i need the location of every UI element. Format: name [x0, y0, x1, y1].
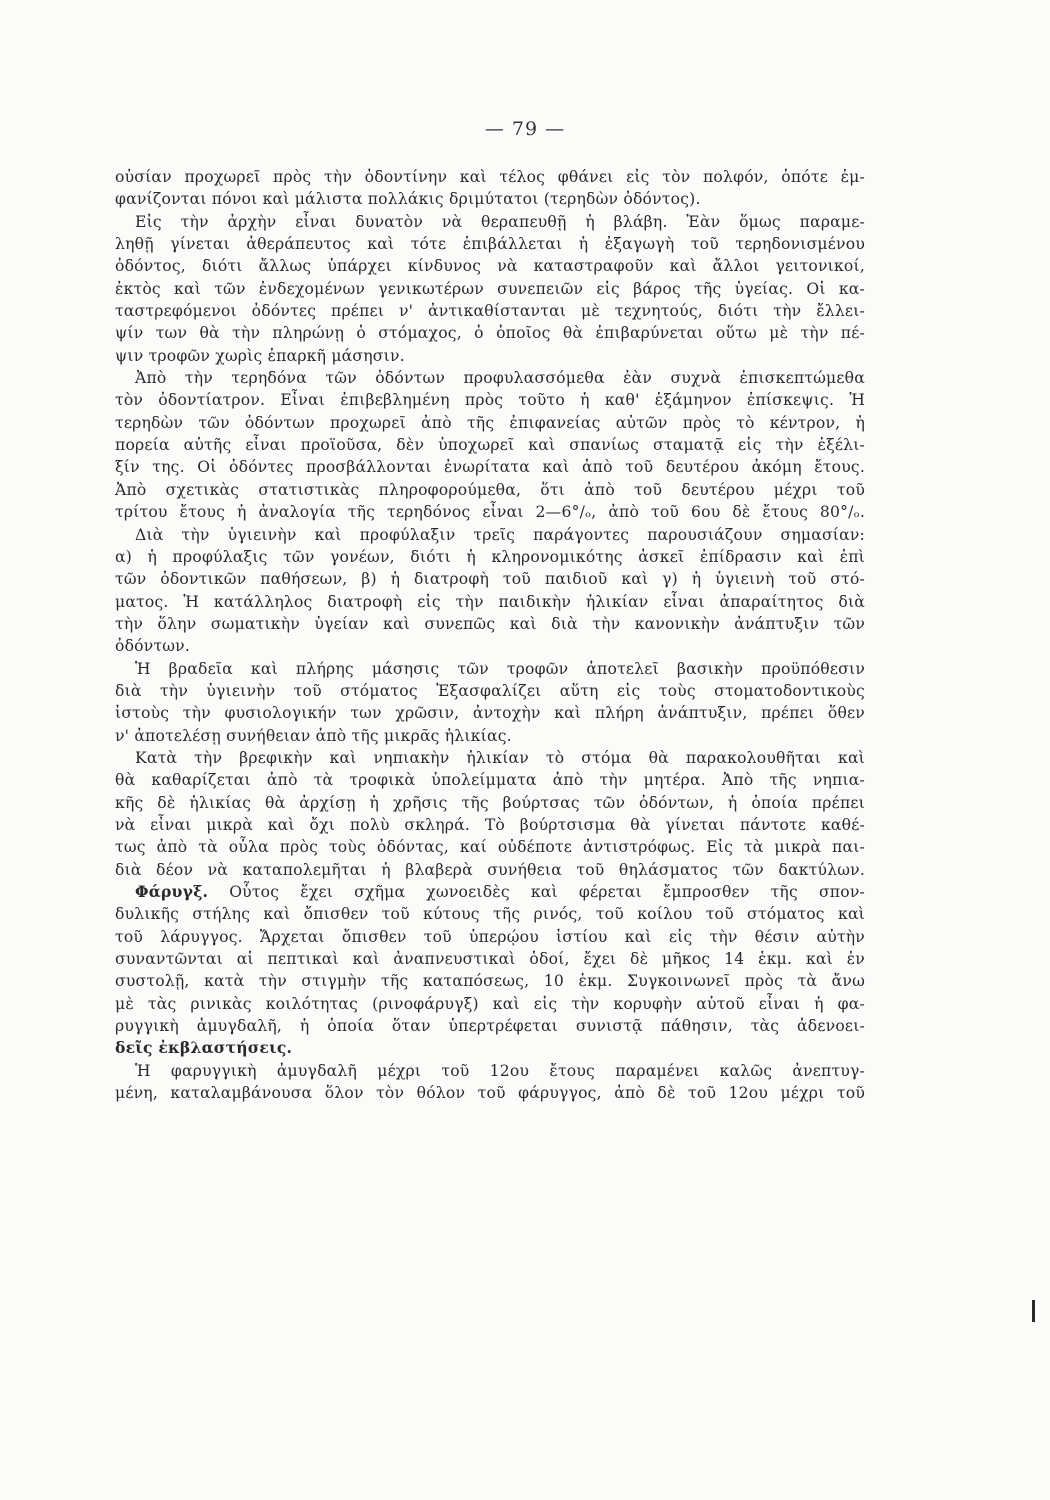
- margin-mark: [1032, 1300, 1035, 1322]
- text-line: ν' ἀποτελέσῃ συνήθειαν ἀπὸ τῆς μικρᾶς ἡλικίας.: [115, 726, 512, 745]
- text-line: α) ἡ προφύλαξις τῶν γονέων, διότι ἡ κληρονομικότης ἀσκεῖ ἐπίδρασιν καὶ ἐπὶ: [115, 547, 865, 566]
- text-line: Εἰς τὴν ἀρχὴν εἶναι δυνατὸν νὰ θεραπευθῇ ἡ βλάβη. Ἐὰν ὅμως παραμε-: [135, 212, 865, 231]
- text-line: ἱστοὺς τὴν φυσιολογικήν των χρῶσιν, ἀντοχὴν καὶ πλήρη ἀνάπτυξιν, πρέπει ὅθεν: [115, 704, 865, 723]
- text-line: συναντῶνται αἱ πεπτικαὶ καὶ ἀναπνευστικαὶ ὁδοί, ἔχει δὲ μῆκος 14 ἑκμ. καὶ ἐν: [115, 950, 865, 969]
- text-line: ληθῇ γίνεται ἀθεράπευτος καὶ τότε ἐπιβάλλεται ἡ ἐξαγωγὴ τοῦ τερηδονισμένου: [115, 235, 865, 254]
- text-line: Ἀπὸ σχετικὰς στατιστικὰς πληροφορούμεθα, ὅτι ἀπὸ τοῦ δευτέρου μέχρι τοῦ: [115, 480, 865, 499]
- text-line: ρυγγικὴ ἀμυγδαλῆ, ἡ ὁποία ὅταν ὑπερτρέφεται συνιστᾷ πάθησιν, τὰς ἀδενοει-: [115, 1017, 865, 1036]
- text-line: Ἡ βραδεῖα καὶ πλήρης μάσησις τῶν τροφῶν ἀποτελεῖ βασικὴν προϋπόθεσιν: [135, 659, 865, 678]
- text-line: θὰ καθαρίζεται ἀπὸ τὰ τροφικὰ ὑπολείμματα ἀπὸ τὴν μητέρα. Ἀπὸ τῆς νηπια-: [115, 771, 865, 790]
- text-line: Ἀπὸ τὴν τερηδόνα τῶν ὀδόντων προφυλασσόμεθα ἐὰν συχνὰ ἐπισκεπτώμεθα: [135, 369, 865, 388]
- text-line: ψίν των θὰ τὴν πληρώνῃ ὁ στόμαχος, ὁ ὁποῖος θὰ ἐπιβαρύνεται οὕτω μὲ τὴν πέ-: [115, 324, 865, 343]
- text-line: τῶν ὀδοντικῶν παθήσεων, β) ἡ διατροφὴ τοῦ παιδιοῦ καὶ γ) ἡ ὑγιεινὴ τοῦ στό-: [115, 570, 865, 589]
- text-line: τρίτου ἔτους ἡ ἀναλογία τῆς τερηδόνος εἶναι 2—6°/ₒ, ἀπὸ τοῦ 6ου δὲ ἔτους 80°/ₒ.: [115, 503, 865, 522]
- text-line: Φάρυγξ. Οὗτος ἔχει σχῆμα χωνοειδὲς καὶ φέρεται ἔμπροσθεν τῆς σπον-: [135, 882, 865, 901]
- text-line: ματος. Ἡ κατάλληλος διατροφὴ εἰς τὴν παιδικὴν ἡλικίαν εἶναι ἀπαραίτητος διὰ: [115, 592, 865, 611]
- text-line: Ἡ φαρυγγικὴ ἀμυγδαλῆ μέχρι τοῦ 12ου ἔτους παραμένει καλῶς ἀνεπτυγ-: [135, 1061, 865, 1080]
- text-line: ἐκτὸς καὶ τῶν ἐνδεχομένων γενικωτέρων συνεπειῶν εἰς βάρος τῆς ὑγείας. Οἱ κα-: [115, 279, 865, 298]
- text-line: Κατὰ τὴν βρεφικὴν καὶ νηπιακὴν ἡλικίαν τὸ στόμα θὰ παρακολουθῆται καὶ: [135, 748, 865, 767]
- text-line: κῆς δὲ ἡλικίας θὰ ἀρχίσῃ ἡ χρῆσις τῆς βούρτσας τῶν ὀδόντων, ἡ ὁποία πρέπει: [115, 793, 865, 812]
- text-line: διὰ δέον νὰ καταπολεμῆται ἡ βλαβερὰ συνήθεια τοῦ θηλάσματος τῶν δακτύλων.: [115, 860, 865, 879]
- text-line: οὐσίαν προχωρεῖ πρὸς τὴν ὀδοντίνην καὶ τέλος φθάνει εἰς τὸν πολφόν, ὁπότε ἐμ-: [115, 168, 865, 186]
- text-line: διὰ τὴν ὑγιεινὴν τοῦ στόματος Ἐξασφαλίζει αὕτη εἰς τοὺς στοματοδοντικοὺς: [115, 681, 865, 700]
- text-line: τὴν ὅλην σωματικὴν ὑγείαν καὶ συνεπῶς καὶ διὰ τὴν κανονικὴν ἀνάπτυξιν τῶν: [115, 614, 865, 633]
- text-line: Διὰ τὴν ὑγιεινὴν καὶ προφύλαξιν τρεῖς παράγοντες παρουσιάζουν σημασίαν:: [135, 525, 865, 544]
- text-line: τὸν ὀδοντίατρον. Εἶναι ἐπιβεβλημένη πρὸς τοῦτο ἡ καθ' ἑξάμηνον ἐπίσκεψις. Ἡ: [115, 391, 865, 410]
- text-line: μένη, καταλαμβάνουσα ὅλον τὸν θόλον τοῦ φάρυγγος, ἀπὸ δὲ τοῦ 12ου μέχρι τοῦ: [115, 1084, 865, 1103]
- text-line: τερηδὼν τῶν ὀδόντων προχωρεῖ ἀπὸ τῆς ἐπιφανείας αὐτῶν πρὸς τὸ κέντρον, ἡ: [115, 413, 865, 432]
- text-line: δεῖς ἐκβλαστήσεις.: [115, 1038, 293, 1058]
- page-number: — 79 —: [484, 118, 566, 140]
- text-line: νὰ εἶναι μικρὰ καὶ ὄχι πολὺ σκληρά. Τὸ βούρτσισμα θὰ γίνεται πάντοτε καθέ-: [115, 815, 865, 834]
- text-line: τοῦ λάρυγγος. Ἄρχεται ὄπισθεν τοῦ ὑπερῴου ἱστίου καὶ εἰς τὴν θέσιν αὐτὴν: [115, 927, 865, 946]
- text-line: ψιν τροφῶν χωρὶς ἐπαρκῆ μάσησιν.: [115, 346, 405, 365]
- text-line: ὀδόντος, διότι ἄλλως ὑπάρχει κίνδυνος νὰ καταστραφοῦν καὶ ἄλλοι γειτονικοί,: [115, 257, 865, 276]
- text-line: συστολῇ, κατὰ τὴν στιγμὴν τῆς καταπόσεως, 10 ἑκμ. Συγκοινωνεῖ πρὸς τὰ ἄνω: [115, 972, 865, 991]
- text-line: δυλικῆς στήλης καὶ ὄπισθεν τοῦ κύτους τῆς ρινός, τοῦ κοίλου τοῦ στόματος καὶ: [115, 905, 865, 924]
- text-line: ξίν της. Οἱ ὀδόντες προσβάλλονται ἐνωρίτατα καὶ ἀπὸ τοῦ δευτέρου ἀκόμη ἔτους.: [115, 458, 865, 477]
- body-text: [115, 166, 865, 1104]
- text-line: ὀδόντων.: [115, 637, 191, 656]
- text-line: πορεία αὐτῆς εἶναι προϊοῦσα, δὲν ὑποχωρεῖ καὶ σπανίως σταματᾷ εἰς τὴν ἐξέλι-: [115, 436, 865, 455]
- text-line: ταστρεφόμενοι ὀδόντες πρέπει ν' ἀντικαθίστανται μὲ τεχνητούς, διότι τὴν ἔλλει-: [115, 302, 865, 321]
- text-line: τως ἀπὸ τὰ οὖλα πρὸς τοὺς ὀδόντας, καί οὐδέποτε ἀντιστρόφως. Εἰς τὰ μικρὰ παι-: [115, 838, 865, 857]
- text-line: μὲ τὰς ρινικὰς κοιλότητας (ρινοφάρυγξ) καὶ εἰς τὴν κορυφὴν αὐτοῦ εἶναι ἡ φα-: [115, 994, 865, 1013]
- text-line: φανίζονται πόνοι καὶ μάλιστα πολλάκις δριμύτατοι (τερηδὼν ὀδόντος).: [115, 190, 701, 209]
